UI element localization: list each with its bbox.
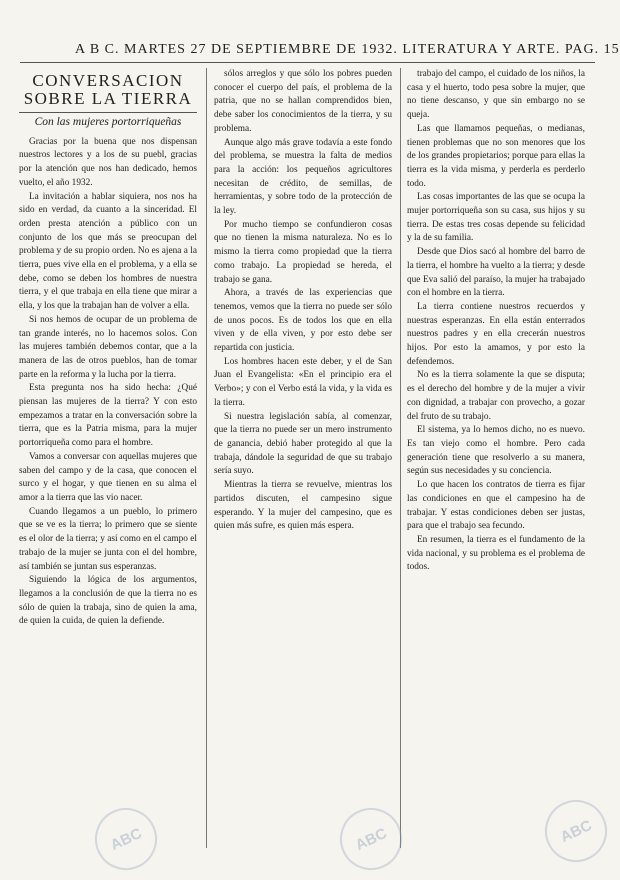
paragraph: Mientras la tierra se revuelve, mientras los partidos discuten, el campesino sigue esperando. Y la mujer del campesino, que es quien más sufre, es quien más espera. xyxy=(214,480,392,532)
column-2-body xyxy=(214,68,392,534)
column-1-body xyxy=(19,136,197,629)
paragraph: Si nos hemos de ocupar de un problema de tan grande interés, no lo hacemos solos. Con las mujeres también debemos contar, que a la manera de las de otros pueblos, han de tomar parte en la reforma y la lucha por la tierra. xyxy=(19,314,197,380)
column-1 xyxy=(19,68,197,629)
paragraph: Las que llamamos pequeñas, o medianas, tienen problemas que no son menores que los de los grandes propietarios; porque para ellas la tierra es la vida misma, y perderla es perderlo todo. xyxy=(407,123,585,189)
paragraph: sólos arreglos y que sólo los pobres pueden conocer el cuerpo del país, el problema de la patria, que no se hallan comprendidos bien, debe saber los conocimientos de la tierra, y su problema. xyxy=(214,69,392,134)
header-rule xyxy=(20,62,595,63)
column-3-body xyxy=(407,68,585,575)
column-divider xyxy=(400,68,401,848)
paragraph: Ahora, a través de las experiencias que tenemos, vemos que la tierra no puede ser sólo de unos pocos. Es de todos los que en ella viven y de ella viven, y por esto debe ser repartida con justicia. xyxy=(214,288,392,354)
paragraph: El sistema, ya lo hemos dicho, no es nuevo. Es tan viejo como el hombre. Pero cada generación tiene que resolverlo a su manera, según sus necesidades y su conciencia. xyxy=(407,425,585,477)
title-rule xyxy=(19,112,197,113)
paragraph: Desde que Dios sacó al hombre del barro de la tierra, el hombre ha vuelto a la tierra; y desde que Eva salió del paraíso, la mujer ha trabajado con el hombre en la tierra. xyxy=(407,247,585,299)
paragraph: Esta pregunta nos ha sido hecha: ¿Qué piensan las mujeres de la tierra? Y con esto empezamos a tratar en la conversación sobre la tierra, que es la Patria misma, para la mujer portorriqueña como para el hombre. xyxy=(19,383,197,449)
paragraph: Cuando llegamos a un pueblo, lo primero que se ve es la tierra; lo primero que se siente es el olor de la tierra; y así como en el campo el trabajo de la mujer se junta con el del hombre, así también se juntan sus esperanzas. xyxy=(19,506,197,572)
article-subtitle: Con las mujeres portorriqueñas xyxy=(34,116,182,128)
paragraph: No es la tierra solamente la que se disputa; es el derecho del hombre y de la mujer a vivir con dignidad, a trabajar con provecho, a gozar del fruto de su trabajo. xyxy=(407,370,585,422)
page-header: A B C. MARTES 27 DE SEPTIEMBRE DE 1932. LITERATURA Y ARTE. PAG. 15 xyxy=(75,42,620,57)
paragraph: Los hombres hacen este deber, y el de San Juan el Evangelista: «En el principio era el Verbo»; y con el Verbo está la vida, y la vida es la tierra. xyxy=(214,356,392,408)
stamp-text: ABC xyxy=(557,816,595,846)
paragraph: La invitación a hablar siquiera, nos nos ha sido en verdad, da cuanto a la sinceridad. El orden presta atención a público con un conjunto de los que más se preocupan del problema y de su propio orden. No es ajena a la tierra, pues vive ella en el problema, y a ella se debe, como se deben los hombres de nuestra tierra, y el que trabaja en ella tiene que mirar a ella, y los que la trabajan han de volver a ella. xyxy=(19,191,197,312)
column-2 xyxy=(214,68,392,534)
paragraph: Siguiendo la lógica de los argumentos, llegamos a la conclusión de que la tierra no es sólo de quien la trabaja, sino de quien la ama, de quien la cuida, de quien la defiende. xyxy=(19,575,197,627)
column-3 xyxy=(407,68,585,575)
paragraph: En resumen, la tierra es el fundamento de la vida nacional, y su problema es el problema de todos. xyxy=(407,534,585,573)
paragraph: Vamos a conversar con aquellas mujeres que saben del campo y de la casa, que conocen el surco y el hogar, y que tienen en su alma el amor a la tierra que las vio nacer. xyxy=(19,451,197,503)
paragraph: Lo que hacen los contratos de tierra es fijar las condiciones en que el campesino ha de trabajar. Y estas condiciones deben ser justas, para que el trabajo sea fecundo. xyxy=(407,480,585,532)
abc-watermark-stamp xyxy=(85,798,167,880)
paragraph: Aunque algo más grave todavía a este fondo del problema, se muestra la falta de medios para la acción: los pequeños agricultores necesitan de crédito, de semillas, de herramientas, y sobre todo de la protección de la ley. xyxy=(214,137,392,217)
paragraph: Si nuestra legislación sabía, al comenzar, que la tierra no puede ser un mero instrumento de ganancia, debió haber protegido al que la trabaja, dándole la seguridad de que su trabajo sería suyo. xyxy=(214,411,392,477)
paragraph: Por mucho tiempo se confundieron cosas que no tienen la misma naturaleza. No es lo mismo la tierra como propiedad que la tierra como trabajo. La propiedad se hereda, el trabajo se gana. xyxy=(214,219,392,285)
paragraph: Las cosas importantes de las que se ocupa la mujer portorriqueña son su casa, sus hijos y su tierra. De estas tres cosas depende su felicidad y la de su familia. xyxy=(407,192,585,244)
paragraph: La tierra contiene nuestros recuerdos y nuestras esperanzas. En ella están enterrados nuestros padres y en ella crecerán nuestros hijos. Por esto la amamos, y por esto la defendemos. xyxy=(407,301,585,367)
paragraph: Gracias por la buena que nos dispensan nuestros lectores y a los de su puebl, gracias por la atención que nos han dedicado, hemos vuelto, el año 1932. xyxy=(19,136,197,188)
stamp-text: ABC xyxy=(107,824,145,854)
paragraph: trabajo del campo, el cuidado de los niños, la casa y el huerto, todo pesa sobre la mujer, que no tiene descanso, y que sin embargo no se queja. xyxy=(407,69,585,121)
stamp-text: ABC xyxy=(352,824,390,854)
article-title: CONVERSACION SOBRE LA TIERRA xyxy=(23,71,193,108)
abc-watermark-stamp xyxy=(535,790,617,872)
column-divider xyxy=(206,68,207,848)
